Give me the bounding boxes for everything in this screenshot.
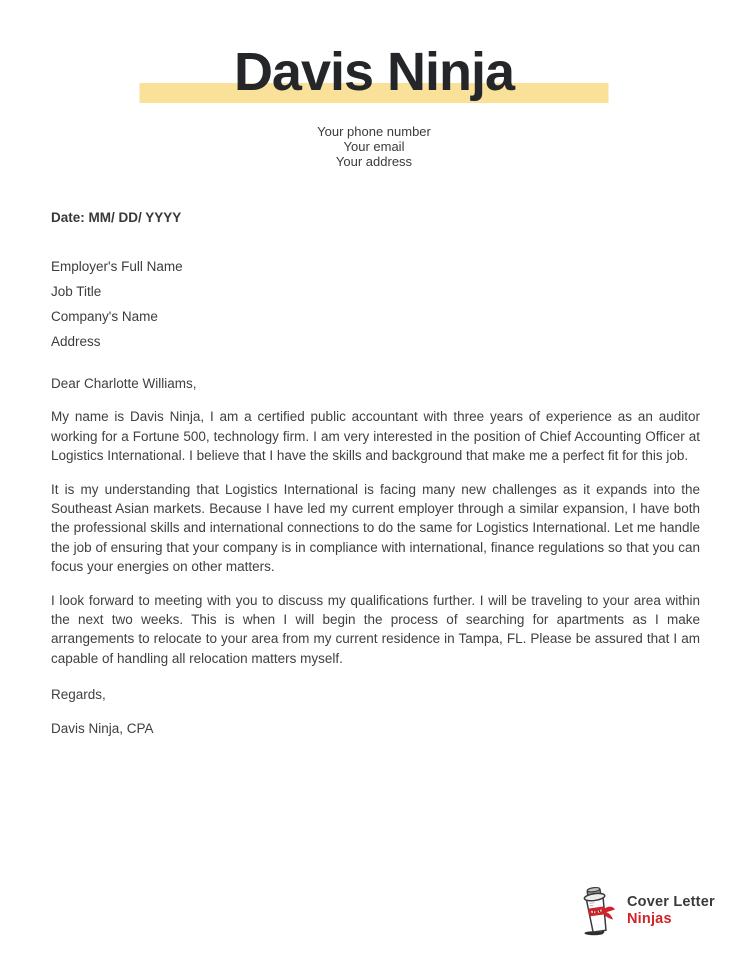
date-line: Date: MM/ DD/ YYYY bbox=[51, 210, 182, 225]
letter-header bbox=[0, 0, 748, 170]
cover-letter-ninjas-logo bbox=[576, 886, 715, 936]
contact-block bbox=[0, 124, 748, 169]
greeting: Dear Charlotte Williams, bbox=[51, 376, 197, 391]
contact-phone: Your phone number bbox=[317, 124, 431, 139]
brand-wordmark bbox=[627, 894, 715, 928]
letter-body bbox=[0, 208, 748, 738]
signature: Davis Ninja, CPA bbox=[51, 720, 154, 736]
contact-address: Your address bbox=[335, 154, 413, 169]
contact-email: Your email bbox=[343, 139, 405, 154]
applicant-name: Davis Ninja bbox=[233, 42, 515, 102]
brand-name-top: Cover Letter bbox=[627, 894, 715, 910]
brand-name-bottom: Ninjas bbox=[627, 911, 672, 927]
recipient-address: Address bbox=[51, 334, 101, 349]
recipient-full-name: Employer's Full Name bbox=[51, 259, 183, 274]
paragraph-intro: My name is Davis Ninja, I am a certified public accountant with three years of experience as an auditor working for a Fortune 500, technology firm. I am very interested in the position of Chief Accounting Officer at Logistics International. I believe that I have the skills and background that make me a perfect fit for this job. bbox=[51, 409, 700, 464]
ninja-scroll-mascot-icon bbox=[576, 886, 618, 936]
closing: Regards, bbox=[51, 687, 106, 703]
paragraph-skills: It is my understanding that Logistics International is facing many new challenges as it expands into the Southeast Asian markets. Because I have led my current employer through a similar expansion, I have both the professional skills and international connections to do the same for Logistics International. Let me handle the job of ensuring that your company is in compliance with international, finance regulations so that you can focus your energies on other matters. bbox=[51, 481, 700, 575]
recipient-company-name: Company's Name bbox=[51, 309, 158, 324]
recipient-job-title: Job Title bbox=[51, 284, 102, 299]
recipient-block bbox=[51, 254, 700, 354]
paragraph-relocation: I look forward to meeting with you to discuss my qualifications further. I will be traveling to your area within the next two weeks. This is when I will begin the process of searching for apartments as I make arrangements to relocate to your area from my current residence in Tampa, FL. Please be assured that I am capable of handling all relocation matters myself. bbox=[51, 592, 700, 666]
